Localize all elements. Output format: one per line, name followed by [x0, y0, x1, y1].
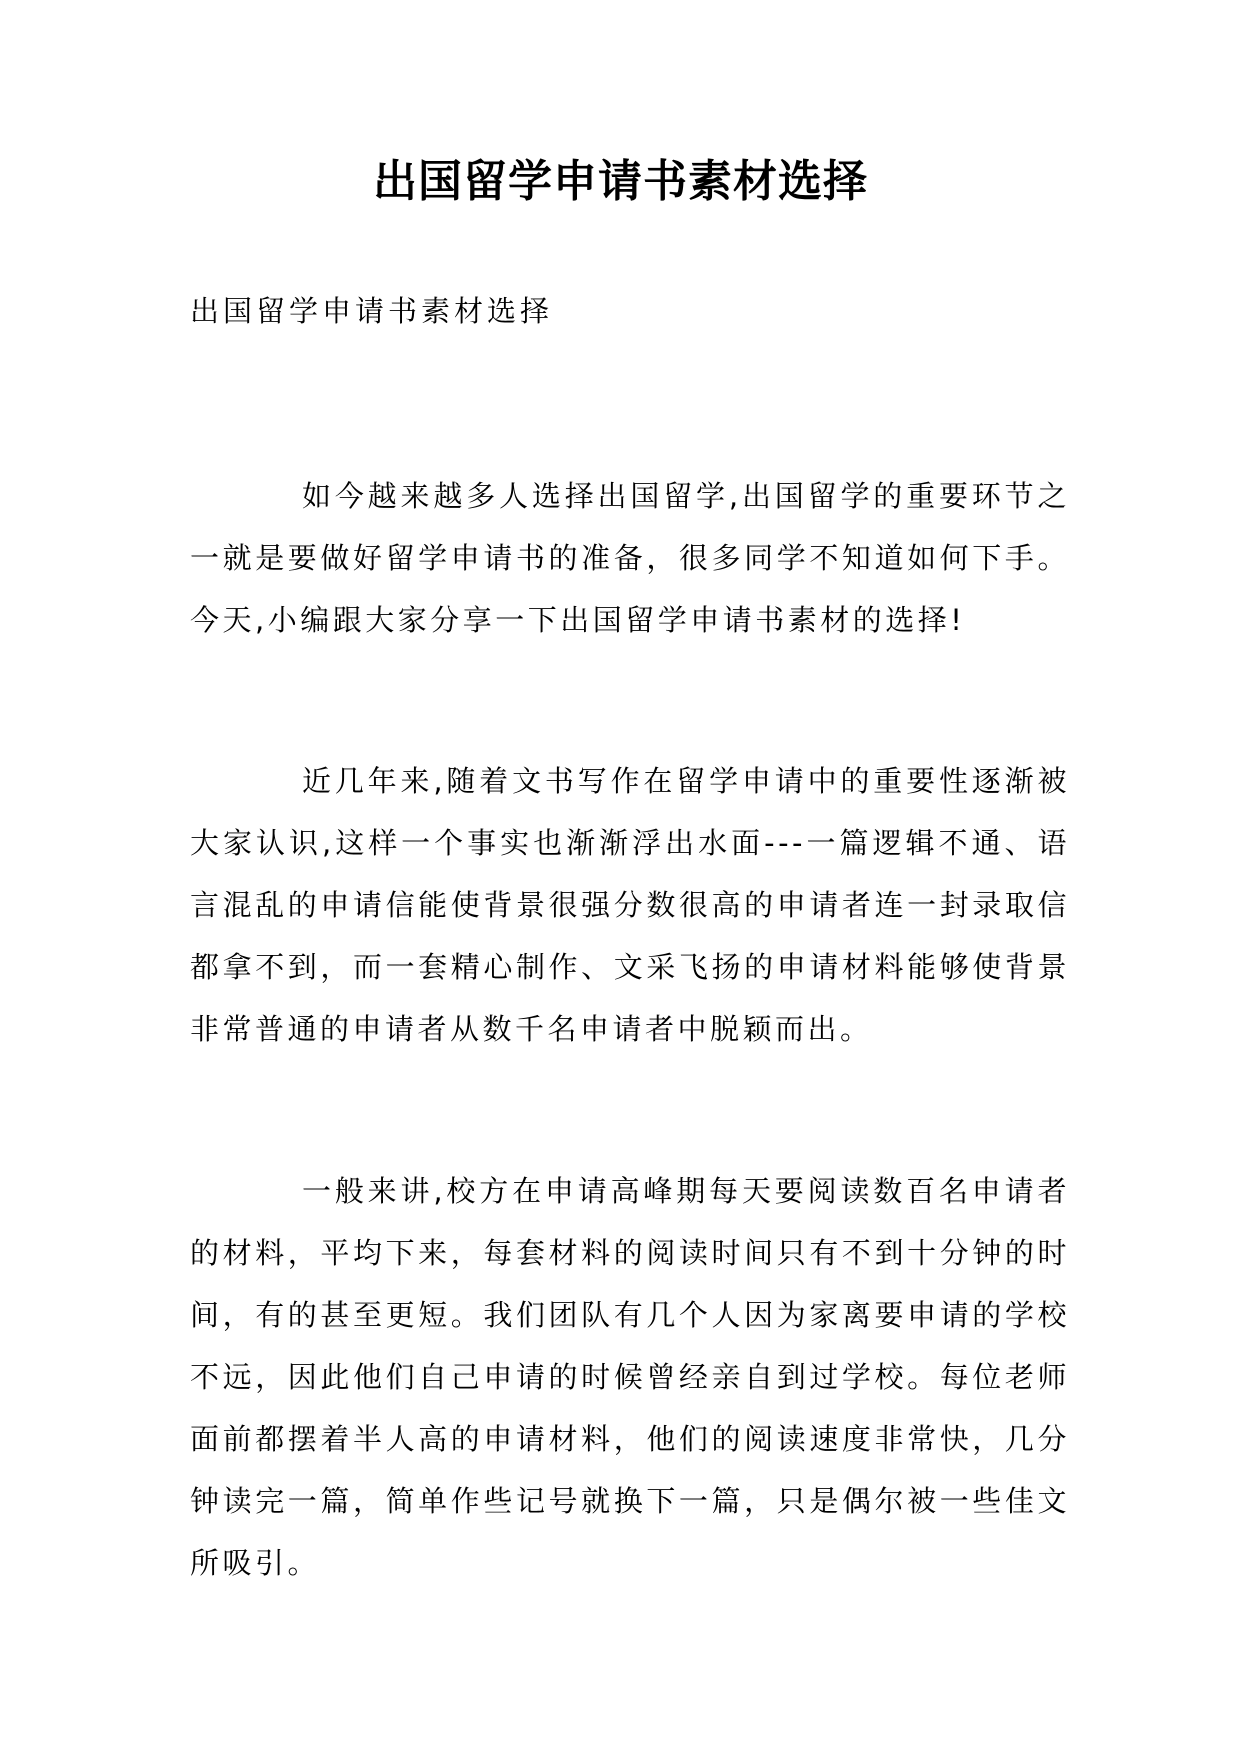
paragraph-1: 如今越来越多人选择出国留学,出国留学的重要环节之一就是要做好留学申请书的准备，很多同学不知道如何下手。今天,小编跟大家分享一下出国留学申请书素材的选择! — [190, 479, 1070, 637]
document-subtitle: 出国留学申请书素材选择 — [190, 294, 554, 328]
paragraph-2: 近几年来,随着文书写作在留学申请中的重要性逐渐被大家认识,这样一个事实也渐渐浮出水面---一篇逻辑不通、语言混乱的申请信能使背景很强分数很高的申请者连一封录取信都拿不到，而一套精心制作、文采飞扬的申请材料能够使背景非常普通的申请者从数千名申请者中脱颖而出。 — [190, 764, 1070, 1046]
paragraph-3: 一般来讲,校方在申请高峰期每天要阅读数百名申请者的材料，平均下来，每套材料的阅读时间只有不到十分钟的时间，有的甚至更短。我们团队有几个人因为家离要申请的学校不远，因此他们自己申请的时候曾经亲自到过学校。每位老师面前都摆着半人高的申请材料，他们的阅读速度非常快，几分钟读完一篇，简单作些记号就换下一篇，只是偶尔被一些佳文所吸引。 — [190, 1174, 1070, 1580]
document-title: 出国留学申请书素材选择 — [373, 156, 868, 207]
